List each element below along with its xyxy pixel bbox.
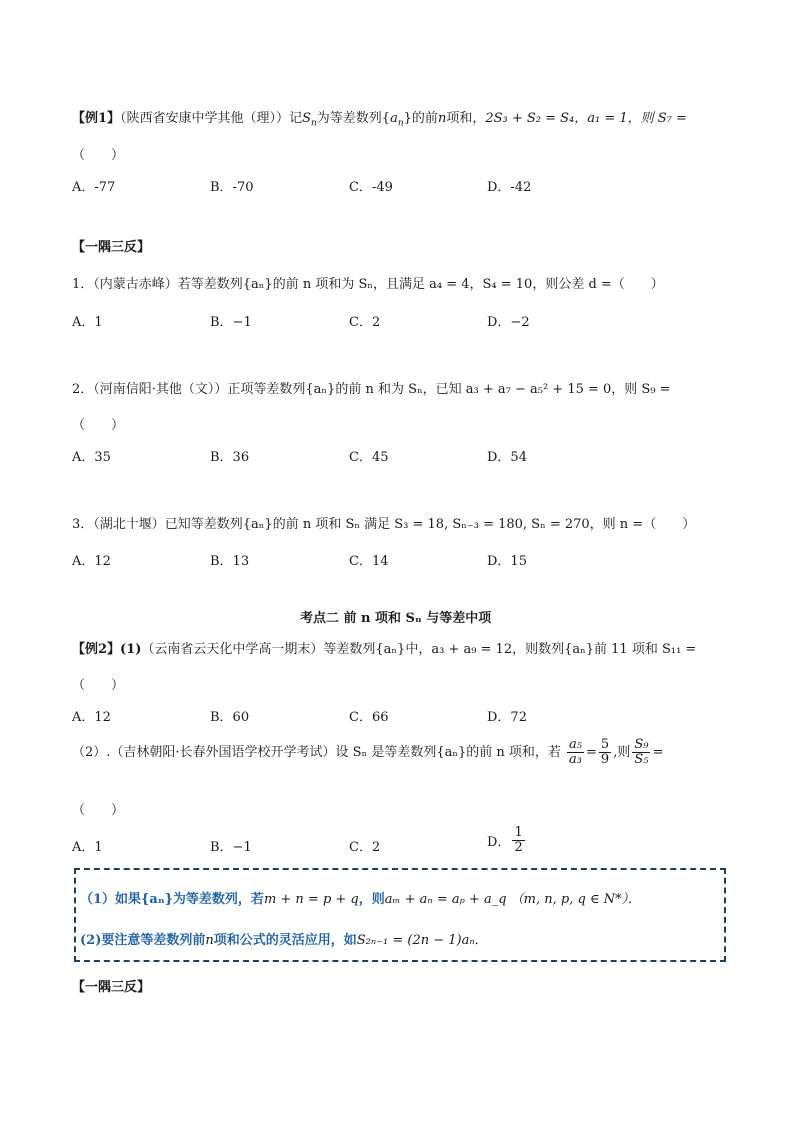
example-2-q2-paren: （ ） (72, 803, 125, 818)
practice-q1-option-d: D．−2 (487, 315, 530, 330)
practice-q3-option-b: B．13 (210, 554, 250, 569)
example-2-q1-option-c: C．66 (349, 710, 389, 725)
frac3-num: S₉ (634, 737, 649, 752)
example-2-q1-option-a: A．12 (72, 710, 111, 725)
example-2-q1-text: （云南省云天化中学高一期末）等差数列{aₙ}中，a₃ + a₉ = 12，则数列{aₙ}前 11 项和 S₁₁ = (141, 642, 697, 657)
example-1-text-a: 记 (289, 111, 303, 126)
practice-q2-paren: （ ） (72, 418, 125, 433)
practice-heading-1: 【一隅三反】 (72, 240, 151, 255)
practice-q1-option-c: C．2 (349, 315, 381, 330)
tip-line-2 (80, 929, 488, 948)
frac2-den: 9 (600, 752, 610, 767)
tip1-d: aₘ + aₙ = aₚ + a_q （m, n, p, q ∈ N*） (384, 892, 629, 907)
fraction-s9-s5 (632, 738, 650, 767)
tip2-d: S₂ₙ₋₁ = (2n − 1)aₙ (356, 933, 475, 948)
practice-q2-option-c: C．45 (349, 450, 389, 465)
tip2-a: (2)要注意等差数列前 (80, 933, 206, 948)
example-2-q1-paren: （ ） (72, 678, 125, 693)
example-1-option-d: D．-42 (487, 180, 532, 195)
example-1-option-b: B．-70 (210, 180, 254, 195)
practice-q1-option-b: B．−1 (210, 315, 252, 330)
frac1-den: a₃ (569, 752, 582, 767)
section-title: 考点二 前 n 项和 Sₙ 与等差中项 (300, 611, 492, 626)
then-text: ,则 (613, 745, 631, 760)
practice-heading-2: 【一隅三反】 (72, 980, 151, 995)
example-2-q2-option-b: B．−1 (210, 840, 252, 855)
option-d-label: D． (487, 835, 511, 850)
example-2-q2-option-c: C．2 (349, 840, 381, 855)
example-2-q2-option-d (487, 826, 527, 855)
frac1-num: a₅ (569, 737, 582, 752)
optd-num: 1 (514, 825, 523, 840)
fraction-5-9 (599, 738, 611, 767)
tip1-c: ，则 (358, 892, 385, 907)
example-1-paren: （ ） (72, 148, 125, 163)
example-2-q1-option-b: B．60 (210, 710, 250, 725)
example-1-condition: 2S₃ + S₂ = S₄，a₁ = 1，则 S₇ = (485, 111, 687, 126)
tip2-c: 项和公式的灵活应用，如 (213, 933, 357, 948)
practice-q3-option-d: D．15 (487, 554, 527, 569)
example-2-q2 (72, 738, 663, 767)
equals-sign: = (586, 745, 597, 760)
practice-q3-option-a: A．12 (72, 554, 111, 569)
practice-q2-option-d: D．54 (487, 450, 527, 465)
example-2-q2-option-a: A．1 (72, 840, 103, 855)
frac2-num: 5 (600, 737, 610, 752)
example-1-option-a: A．-77 (72, 180, 116, 195)
example-2-q1 (72, 638, 696, 657)
practice-q2-option-b: B．36 (210, 450, 250, 465)
tip2-b: n (205, 933, 214, 948)
example-1-label: 【例1】 (72, 111, 121, 126)
example-2-label: 【例2】(1) (72, 642, 142, 657)
example-1-option-c: C．-49 (349, 180, 393, 195)
frac3-den: S₅ (634, 752, 649, 767)
fraction-1-2 (512, 826, 524, 855)
tip1-a: （1）如果{aₙ}为等差数列，若 (80, 892, 264, 907)
example-1-text-b: 为等差数列 (316, 111, 382, 126)
practice-q3-text: 3．（湖北十堰）已知等差数列{aₙ}的前 n 项和 Sₙ 满足 S₃ = 18, Sₙ₋₃ = 180, Sₙ = 270，则 n =（ ） (72, 517, 696, 532)
practice-q1-text: 1．（内蒙古赤峰）若等差数列{aₙ}的前 n 项和为 Sₙ，且满足 a₄ = 4，S₄ = 10，则公差 d =（ ） (72, 277, 664, 292)
optd-den: 2 (514, 840, 523, 855)
fraction-a5-a3 (567, 738, 584, 767)
example-1-source: （陕西省安康中学其他（理）） (120, 111, 290, 126)
practice-q2-option-a: A．35 (72, 450, 111, 465)
seq-an: $\{a_n\}$ (381, 111, 412, 129)
example-2-q1-option-d: D．72 (487, 710, 527, 725)
practice-q3-option-c: C．14 (349, 554, 389, 569)
practice-q1-option-a: A．1 (72, 315, 103, 330)
var-sn: $S_n$ (302, 111, 317, 129)
example-1-text-c: 的前 (411, 111, 438, 126)
example-1-text-d: 项和， (446, 111, 486, 126)
end-equals: = (652, 745, 664, 760)
example-1-question (72, 107, 687, 129)
example-2-q2-text: （2）.（吉林朝阳·长春外国语学校开学考试）设 Sₙ 是等差数列{aₙ}的前 n 项和，若 (72, 745, 561, 760)
tip2-e: ． (474, 933, 488, 948)
practice-q2-text: 2．（河南信阳·其他（文））正项等差数列{aₙ}的前 n 和为 Sₙ，已知 a₃ + a₇ − a₅² + 15 = 0，则 S₉ = (72, 382, 671, 397)
tip-line-1 (80, 888, 641, 907)
tip1-e: ． (628, 892, 642, 907)
tip1-b: m + n = p + q (263, 892, 359, 907)
var-n: n (437, 111, 447, 126)
